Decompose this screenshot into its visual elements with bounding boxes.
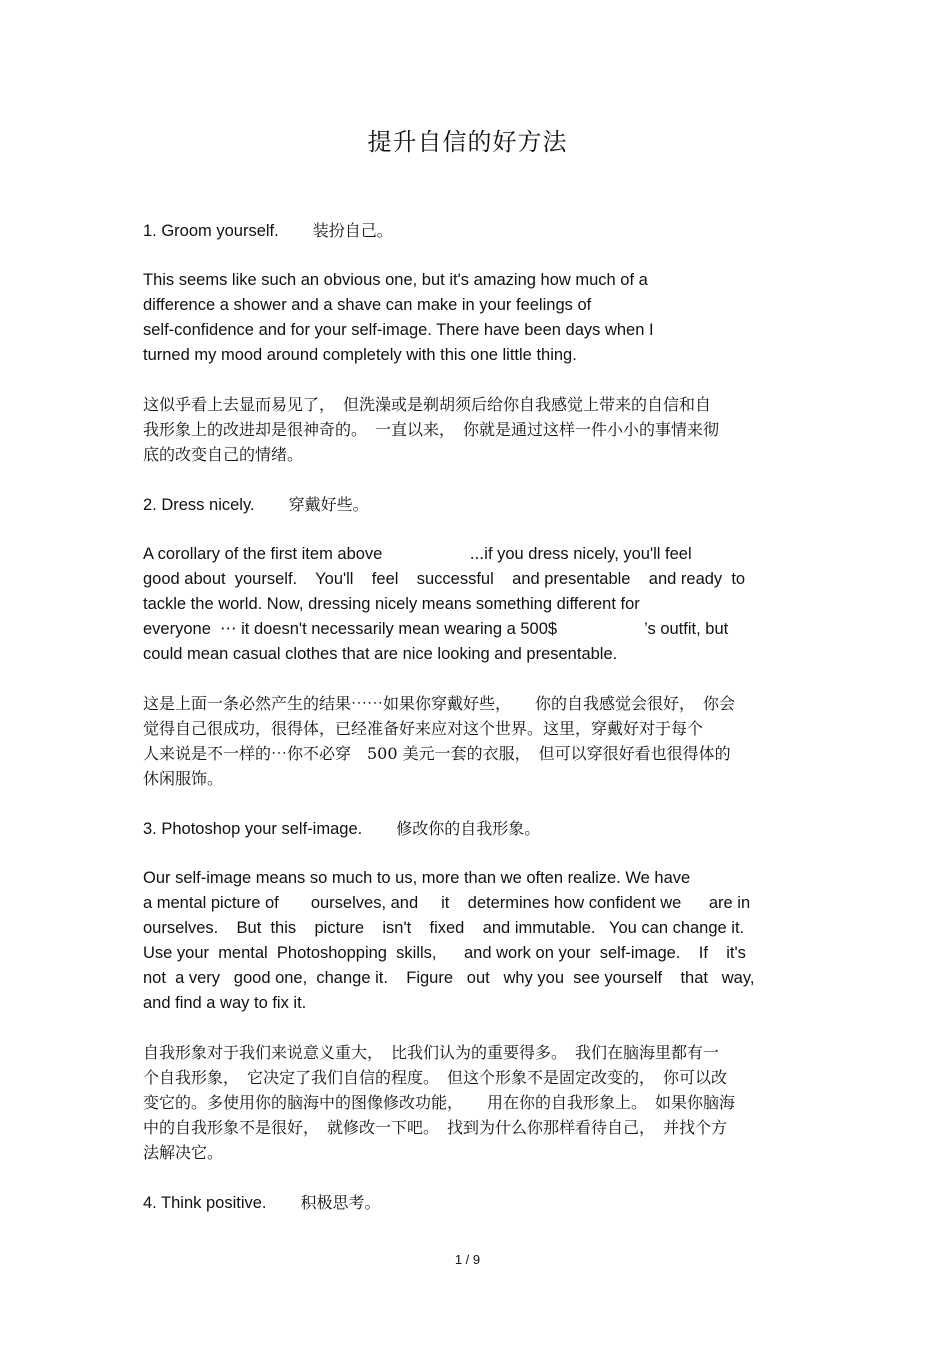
section-heading-1 [143,218,808,244]
text-line: 这似乎看上去显而易见了， 但洗澡或是剃胡须后给你自我感觉上带来的自信和自 [143,395,712,414]
section-heading-zh: 积极思考。 [300,1193,381,1212]
text-line: tackle the world. Now, dressing nicely means something different for [143,595,640,613]
text-line: and find a way to fix it. [143,994,307,1012]
text-line: Our self-image means so much to us, more than we often realize. We have [143,869,691,887]
text-line: 变它的。多使用你的脑海中的图像修改功能， 用在你的自我形象上。 如果你脑海 [143,1093,736,1112]
text-line: Use your mental Photoshopping skills, and work on your self-image. If it's [143,944,746,962]
text-line: A corollary of the first item above ⋯if you dress nicely, you'll feel [143,545,692,563]
text-line: 底的改变自己的情绪。 [143,445,304,464]
section-heading-en: 2. Dress nicely. [143,496,255,514]
section-heading-zh: 修改你的自我形象。 [396,819,541,838]
section-heading-en: 4. Think positive. [143,1194,267,1212]
text-line: 个自我形象， 它决定了我们自信的程度。 但这个形象不是固定改变的， 你可以改 [143,1068,728,1087]
page-indicator: 1 / 9 [454,1252,481,1267]
paragraph-en-2 [143,542,808,667]
text-line: everyone ⋯ it doesn't necessarily mean wearing a 500$ ’s outfit, but [143,620,729,638]
paragraph-zh-2 [143,691,808,791]
section-heading-2 [143,492,808,518]
page-title: 提升自信的好方法 [367,128,568,156]
section-heading-4 [143,1190,808,1216]
section-heading-3 [143,816,808,842]
text-line: not a very good one, change it. Figure out why you see yourself that way, [143,969,755,987]
text-line: ourselves. But this picture isn't fixed and immutable. You can change it. [143,919,745,937]
text-line: difference a shower and a shave can make in your feelings of [143,296,592,314]
text-line: a mental picture of ourselves, and it determines how confident we are in [143,894,751,912]
text-line: 这是上面一条必然产生的结果⋯⋯如果你穿戴好些， 你的自我感觉会很好， 你会 [143,694,736,713]
section-heading-en: 3. Photoshop your self-image. [143,820,363,838]
paragraph-en-1 [143,268,808,368]
section-heading-en: 1. Groom yourself. [143,222,279,240]
paragraph-en-3 [143,866,808,1016]
text-line: self-confidence and for your self-image. There have been days when I [143,321,654,339]
paragraph-zh-3 [143,1040,808,1165]
text-line: This seems like such an obvious one, but it's amazing how much of a [143,271,648,289]
text-line: 我形象上的改进却是很神奇的。 一直以来， 你就是通过这样一件小小的事情来彻 [143,420,720,439]
text-line: 人来说是不一样的⋯你不必穿 500 美元一套的衣服， 但可以穿很好看也很得体的 [143,744,731,763]
paragraph-zh-1 [143,392,808,467]
section-heading-zh: 装扮自己。 [312,221,393,240]
text-line: 中的自我形象不是很好， 就修改一下吧。 找到为什么你那样看待自己， 并找个方 [143,1118,728,1137]
text-line: could mean casual clothes that are nice looking and presentable. [143,645,618,663]
section-heading-zh: 穿戴好些。 [288,495,369,514]
text-line: 休闲服饰。 [143,769,224,788]
text-line: 法解决它。 [143,1143,224,1162]
text-line: turned my mood around completely with this one little thing. [143,346,577,364]
text-line: 觉得自己很成功，很得体，已经准备好来应对这个世界。这里，穿戴好对于每个 [143,719,704,738]
text-line: good about yourself. You'll feel successful and presentable and ready to [143,570,746,588]
text-line: 自我形象对于我们来说意义重大， 比我们认为的重要得多。 我们在脑海里都有一 [143,1043,720,1062]
